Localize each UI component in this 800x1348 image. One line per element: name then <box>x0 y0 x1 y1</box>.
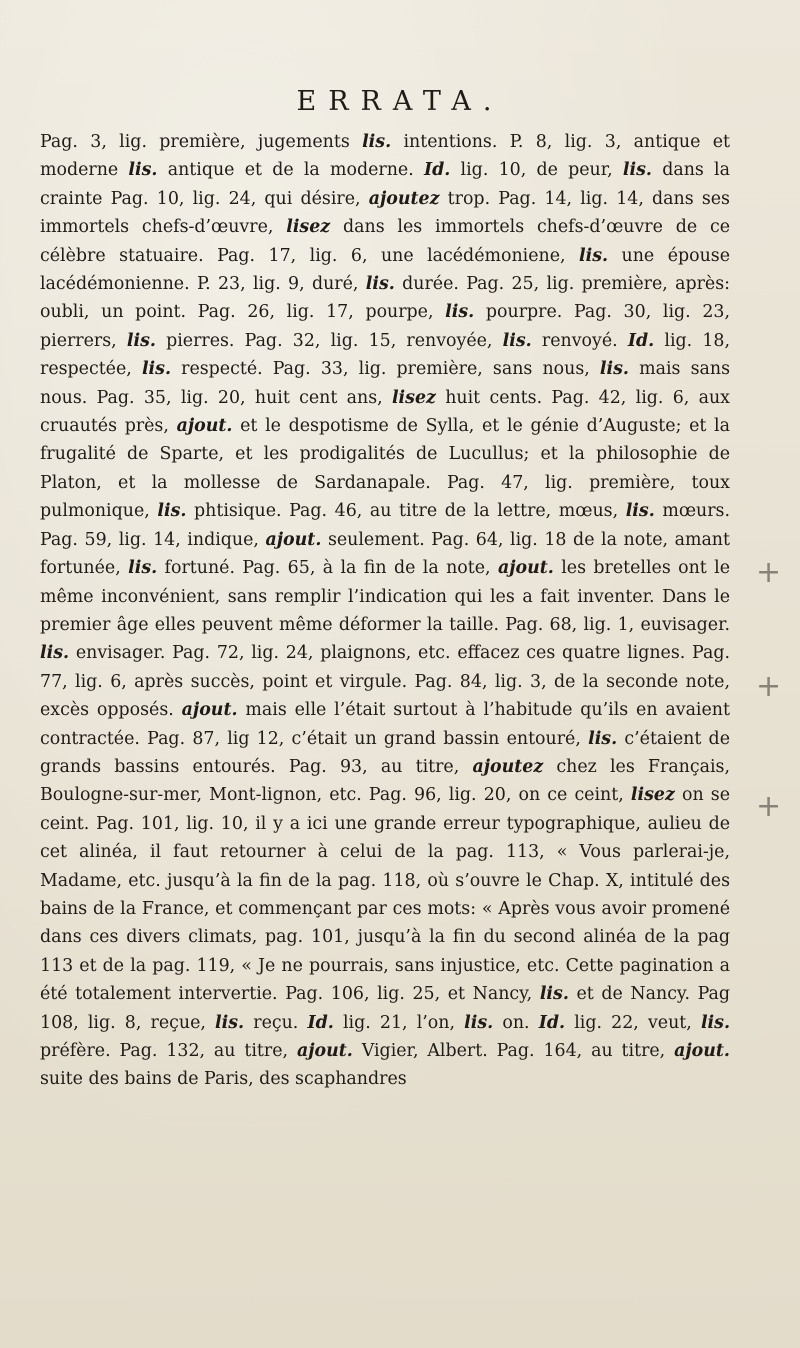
errata-keyword: lisez <box>391 387 436 408</box>
errata-keyword: lis. <box>700 1012 730 1033</box>
errata-keyword: ajout. <box>497 558 554 579</box>
errata-keyword: lis. <box>464 1012 494 1033</box>
errata-segment: mœurs. Pag. 59, lig. 14, indique, <box>40 501 730 550</box>
errata-keyword: ajout. <box>265 529 322 550</box>
errata-keyword: lis. <box>445 302 475 323</box>
errata-keyword: ajout. <box>176 416 233 437</box>
errata-segment: Pag. 3, lig. première, jugements <box>40 132 363 152</box>
errata-keyword: Id. <box>307 1012 334 1033</box>
errata-segment: chez les Français, Boulogne-sur-mer, Mont-lignon, etc. Pag. 96, lig. 20, on ce ceint, <box>40 756 731 806</box>
errata-keyword: ajout. <box>674 1041 730 1061</box>
errata-segment: suite des bains de Paris, des scaphandres <box>40 1069 407 1090</box>
errata-keyword: ajoutez <box>472 756 544 777</box>
errata-keyword: lis. <box>128 160 158 181</box>
errata-keyword: lis. <box>157 501 187 522</box>
errata-segment: huit cents. Pag. 42, lig. 6, aux cruautés près, <box>40 387 730 437</box>
errata-segment: respecté. Pag. 33, lig. première, sans nous, <box>171 359 600 380</box>
errata-keyword: lis. <box>365 274 395 295</box>
margin-cross-mark-icon: + <box>756 669 782 704</box>
errata-segment: lig. 22, veut, <box>565 1012 701 1033</box>
errata-keyword: lis. <box>588 728 618 749</box>
errata-segment: on. <box>493 1012 539 1033</box>
errata-segment: envisager. Pag. 72, lig. 24, plaignons, etc. effacez ces quatre lignes. Pag. 77, lig. 6, après succès, point et virgule. Pag. 84, lig. 3, de la seconde note, excès opposés. <box>40 643 730 721</box>
errata-segment: lig. 18, respectée, <box>40 330 731 380</box>
errata-keyword: lis. <box>579 245 609 266</box>
errata-keyword: Id. <box>423 160 451 181</box>
errata-keyword: lis. <box>141 359 171 380</box>
errata-keyword: lis. <box>40 643 70 664</box>
errata-keyword: ajout. <box>181 700 238 721</box>
errata-segment: pierres. Pag. 32, lig. 15, renvoyée, <box>155 330 503 351</box>
errata-segment: et de Nancy. Pag 108, lig. 8, reçue, <box>40 984 731 1033</box>
errata-keyword: lis. <box>128 558 158 579</box>
errata-segment: lig. 10, de peur, <box>450 160 623 181</box>
errata-keyword: lisez <box>630 785 675 806</box>
errata-keyword: Id. <box>627 330 655 351</box>
margin-cross-mark-icon: + <box>756 555 782 590</box>
errata-keyword: lis. <box>625 501 655 522</box>
margin-cross-mark-icon: + <box>756 789 782 824</box>
errata-segment: renvoyé. <box>531 330 628 351</box>
errata-keyword: lis. <box>622 160 652 181</box>
errata-keyword: Id. <box>538 1012 566 1033</box>
errata-keyword: lis. <box>502 330 532 351</box>
errata-segment: trop. Pag. 14, lig. 14, dans ses immortels chefs-d’œuvre, <box>40 188 730 238</box>
errata-segment: Vigier, Albert. Pag. 164, au titre, <box>352 1041 675 1061</box>
errata-keyword: lis. <box>362 132 392 152</box>
errata-segment: on se ceint. Pag. 101, lig. 10, il y a ici une grande erreur typographique, aulieu de cet alinéa, il faut retourner à celui de la pag. 113, « Vous parlerai-je, Madame, etc. jusqu’à la fin de la pag. 118, où s’ouvre le Chap. X, intitulé des bains de la France, et commençant par ces mots: « Après vous avoir promené dans ces divers climats, pag. 101, jusqu’à la fin du second alinéa de la pag 113 et de la pag. 119, « Je ne pourrais, sans injustice, etc. Cette pagination a été totalement intervertie. Pag. 106, lig. 25, et Nancy, <box>40 785 730 1005</box>
errata-segment: pourpre. Pag. 30, lig. 23, pierrers, <box>40 302 730 351</box>
errata-segment: antique et de la moderne. <box>157 160 424 181</box>
errata-keyword: ajoutez <box>368 188 440 209</box>
errata-segment: phtisique. Pag. 46, au titre de la lettre, mœus, <box>186 501 626 522</box>
errata-segment: c’étaient de grands bassins entourés. Pag. 93, au titre, <box>40 728 730 777</box>
errata-keyword: lis. <box>215 1012 245 1033</box>
errata-segment: mais elle l’était surtout à l’habitude qu’ils en avaient contractée. Pag. 87, lig 12, c’était un grand bassin entouré, <box>40 700 730 749</box>
errata-segment: dans les immortels chefs-d’œuvre de ce célèbre statuaire. Pag. 17, lig. 6, une lacédémoniene, <box>40 217 730 266</box>
errata-segment: les bretelles ont le même inconvénient, sans remplir l’indication qui les a fait inventer. Dans le premier âge elles peuvent même déformer la taille. Pag. 68, lig. 1, euvisager. <box>40 558 731 635</box>
errata-keyword: lis. <box>539 984 569 1005</box>
errata-segment: dans la crainte Pag. 10, lig. 24, qui désire, <box>40 160 730 209</box>
errata-segment: fortuné. Pag. 65, à la fin de la note, <box>157 558 498 579</box>
errata-keyword: ajout. <box>296 1041 353 1061</box>
errata-segment: et le despotisme de Sylla, et le génie d’Auguste; et la frugalité de Sparte, et les prodigalités de Lucullus; et la philosophie de Platon, et la mollesse de Sardanapale. Pag. 47, lig. première, toux pulmonique, <box>40 416 730 522</box>
errata-segment: préfère. Pag. 132, au titre, <box>40 1041 297 1061</box>
page-title: ERRATA. <box>296 86 504 117</box>
errata-segment: une épouse lacédémonienne. P. 23, lig. 9, duré, <box>40 245 730 295</box>
errata-segment: reçu. <box>244 1012 308 1033</box>
errata-keyword: lis. <box>126 330 156 351</box>
errata-segment: durée. Pag. 25, lig. première, après: oubli, un point. Pag. 26, lig. 17, pourpe, <box>40 274 730 323</box>
errata-text <box>40 128 730 1094</box>
errata-keyword: lis. <box>599 359 629 380</box>
errata-segment: mais sans nous. Pag. 35, lig. 20, huit cent ans, <box>40 359 730 408</box>
errata-keyword: lisez <box>286 217 331 238</box>
errata-segment: seulement. Pag. 64, lig. 18 de la note, amant fortunée, <box>40 529 731 579</box>
errata-segment: lig. 21, l’on, <box>333 1012 465 1033</box>
errata-segment: intentions. P. 8, lig. 3, antique et moderne <box>40 132 731 181</box>
